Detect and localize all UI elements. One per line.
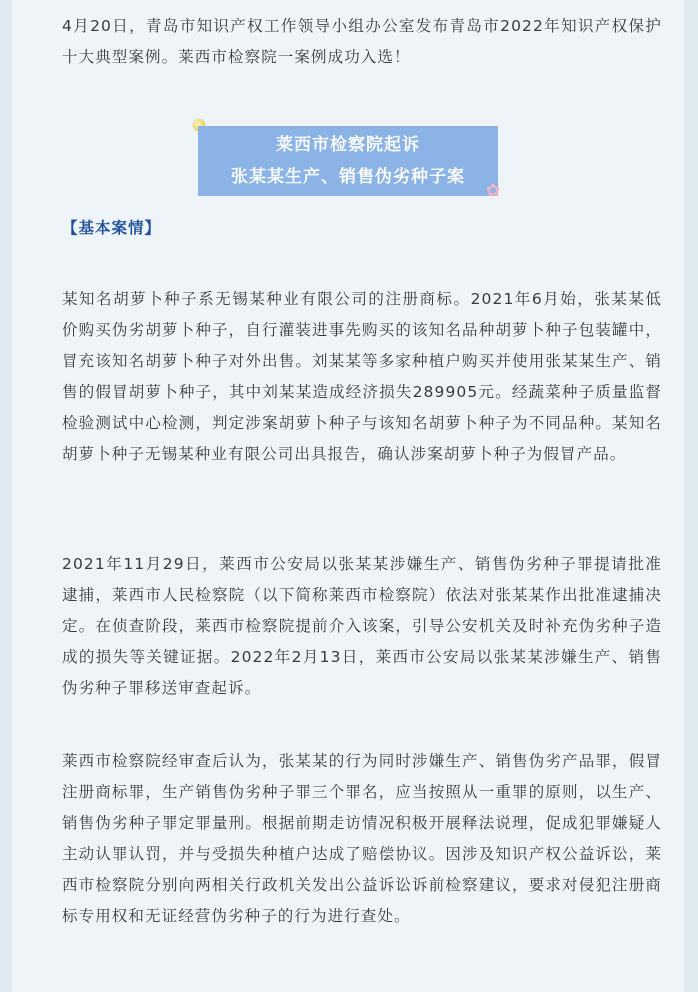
case-paragraph-3: 莱西市检察院经审查后认为，张某某的行为同时涉嫌生产、销售伪劣产品罪，假冒注册商标罪，生产销售伪劣种子罪三个罪名，应当按照从一重罪的原则，以生产、销售伪劣种子罪定罪量刑。根据前期走访情况积极开展释法说理，促成犯罪嫌疑人主动认罪认罚，并与受损失种植户达成了赔偿协议。因涉及知识产权公益诉讼，莱西市检察院分别向两相关行政机关发出公益诉讼诉前检察建议，要求对侵犯注册商标专用权和无证经营伪劣种子的行为进行查处。 xyxy=(62,752,662,925)
pink-flower-icon: ✿ xyxy=(485,181,501,201)
case-paragraph-1: 某知名胡萝卜种子系无锡某种业有限公司的注册商标。2021年6月始，张某某低价购买伪劣胡萝卜种子，自行灌装进事先购买的该知名品种胡萝卜种子包装罐中，冒充该知名胡萝卜种子对外出售。刘某某等多家种植户购买并使用张某某生产、销售的假冒胡萝卜种子，其中刘某某造成经济损失289905元。经蔬菜种子质量监督检验测试中心检测，判定涉案胡萝卜种子与该知名胡萝卜种子为不同品种。某知名胡萝卜种子无锡某种业有限公司出具报告，确认涉案胡萝卜种子为假冒产品。 xyxy=(62,290,662,463)
case-title-box xyxy=(198,126,498,196)
case-title-line1: 莱西市检察院起诉 xyxy=(276,135,420,155)
intro-paragraph: 4月20日，青岛市知识产权工作领导小组办公室发布青岛市2022年知识产权保护十大典型案例。莱西市检察院一案例成功入选！ xyxy=(62,17,662,66)
case-paragraph-2: 2021年11月29日，莱西市公安局以张某某涉嫌生产、销售伪劣种子罪提请批准逮捕，莱西市人民检察院（以下简称莱西市检察院）依法对张某某作出批准逮捕决定。在侦查阶段，莱西市检察院提前介入该案，引导公安机关及时补充伪劣种子造成的损失等关键证据。2022年2月13日，莱西市公安局以张某某涉嫌生产、销售伪劣种子罪移送审查起诉。 xyxy=(62,555,662,697)
case-title-line2: 张某某生产、销售伪劣种子案 xyxy=(231,167,465,187)
section-heading-basic-facts: 【基本案情】 xyxy=(62,219,162,237)
